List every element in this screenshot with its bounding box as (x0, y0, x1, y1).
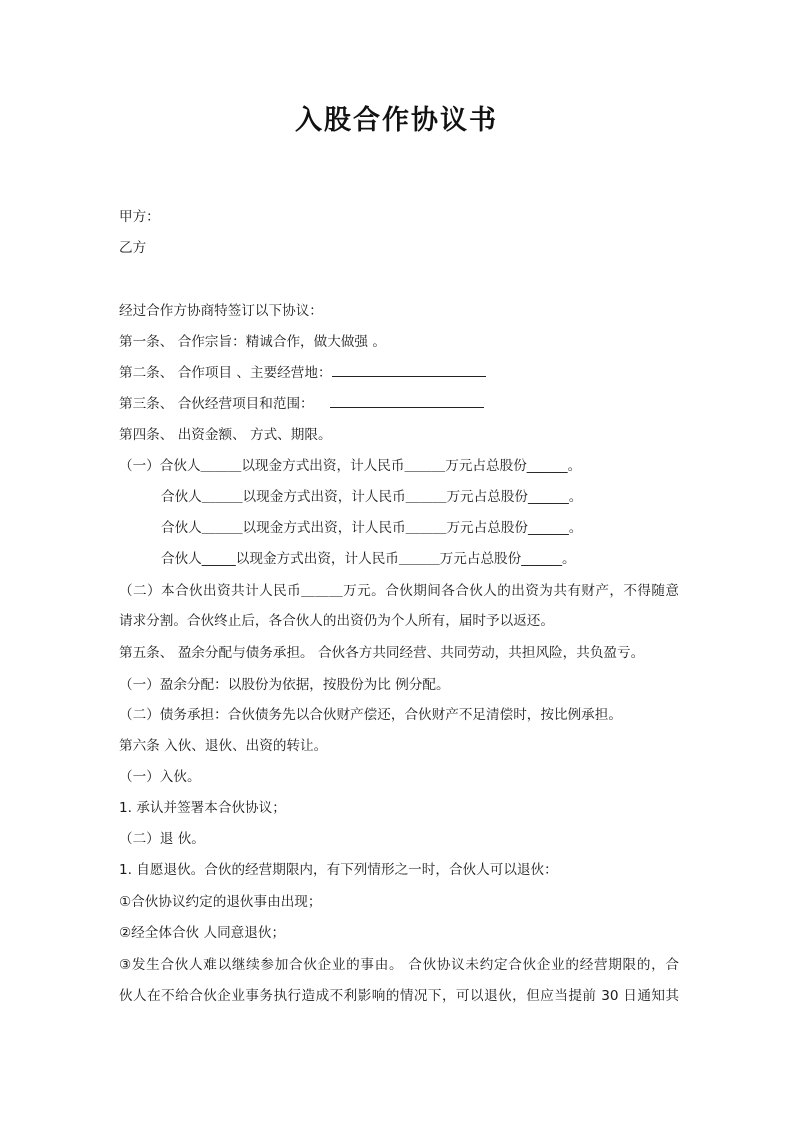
total-contribution-line-2: 请求分割。合伙终止后，各合伙人的出资仍为个人所有，届时予以返还。 (119, 613, 554, 629)
contribution-line-4: 合伙人_____以现金方式出资，计人民币＿＿＿万元占总股份______。 (161, 551, 576, 567)
condition-3-line-1: ③发生合伙人难以继续参加合伙企业的事由。 合伙协议未约定合伙企业的经营期限的，合 (119, 957, 679, 973)
article-3-text: 第三条、 合伙经营项目和范围： (119, 396, 314, 412)
article-3 (119, 393, 679, 415)
article-2 (119, 362, 679, 384)
contribution-line-2: 合伙人＿＿＿以现金方式出资，计人民币＿＿＿万元占总股份______。 (161, 489, 583, 505)
document-title: 入股合作协议书 (295, 105, 498, 136)
condition-2: ②经全体合伙 人同意退伙； (119, 925, 286, 941)
party-b-label: 乙方 (119, 240, 147, 256)
withdraw-heading: （二）退 伙。 (119, 831, 205, 847)
withdraw-item-1: 1. 自愿退伙。合伙的经营期限内，有下列情形之一时，合伙人可以退伙： (119, 862, 558, 878)
contribution-line-1: （一）合伙人＿＿＿以现金方式出资，计人民币＿＿＿万元占总股份______。 (119, 458, 582, 474)
party-a-label: 甲方： (119, 209, 160, 225)
intro-paragraph: 经过合作方协商特签订以下协议： (119, 303, 323, 319)
join-item-1: 1. 承认并签署本合伙协议； (119, 800, 286, 816)
article-6: 第六条 入伙、退伙、出资的转让。 (119, 738, 328, 754)
debt-bearing: （二）债务承担：合伙债务先以合伙财产偿还，合伙财产不足清偿时，按比例承担。 (119, 707, 622, 723)
condition-1: ①合伙协议约定的退伙事由出现； (119, 894, 322, 910)
article-4: 第四条、 出资金额、 方式、期限。 (119, 427, 332, 443)
article-2-text: 第二条、 合作项目 、主要经营地： (119, 365, 332, 381)
profit-distribution: （一）盈余分配：以股份为依据，按股份为比 例分配。 (119, 677, 450, 693)
article-3-blank (330, 394, 484, 408)
article-2-blank (332, 363, 486, 377)
contribution-line-3: 合伙人＿＿＿以现金方式出资，计人民币＿＿＿万元占总股份______。 (161, 520, 583, 536)
article-5: 第五条、 盈余分配与债务承担。 合伙各方共同经营、共同劳动，共担风险，共负盈亏。 (119, 645, 645, 661)
article-1: 第一条、 合作宗旨：精诚合作，做大做强 。 (119, 334, 386, 350)
join-heading: （一）入伙。 (119, 769, 201, 785)
condition-3-line-2: 伙人在不给合伙企业事务执行造成不利影响的情况下，可以退伙，但应当提前 30 日通知其 (119, 988, 679, 1004)
total-contribution-line-1: （二）本合伙出资共计人民币＿＿＿万元。合伙期间各合伙人的出资为共有财产，不得随意 (119, 583, 679, 599)
